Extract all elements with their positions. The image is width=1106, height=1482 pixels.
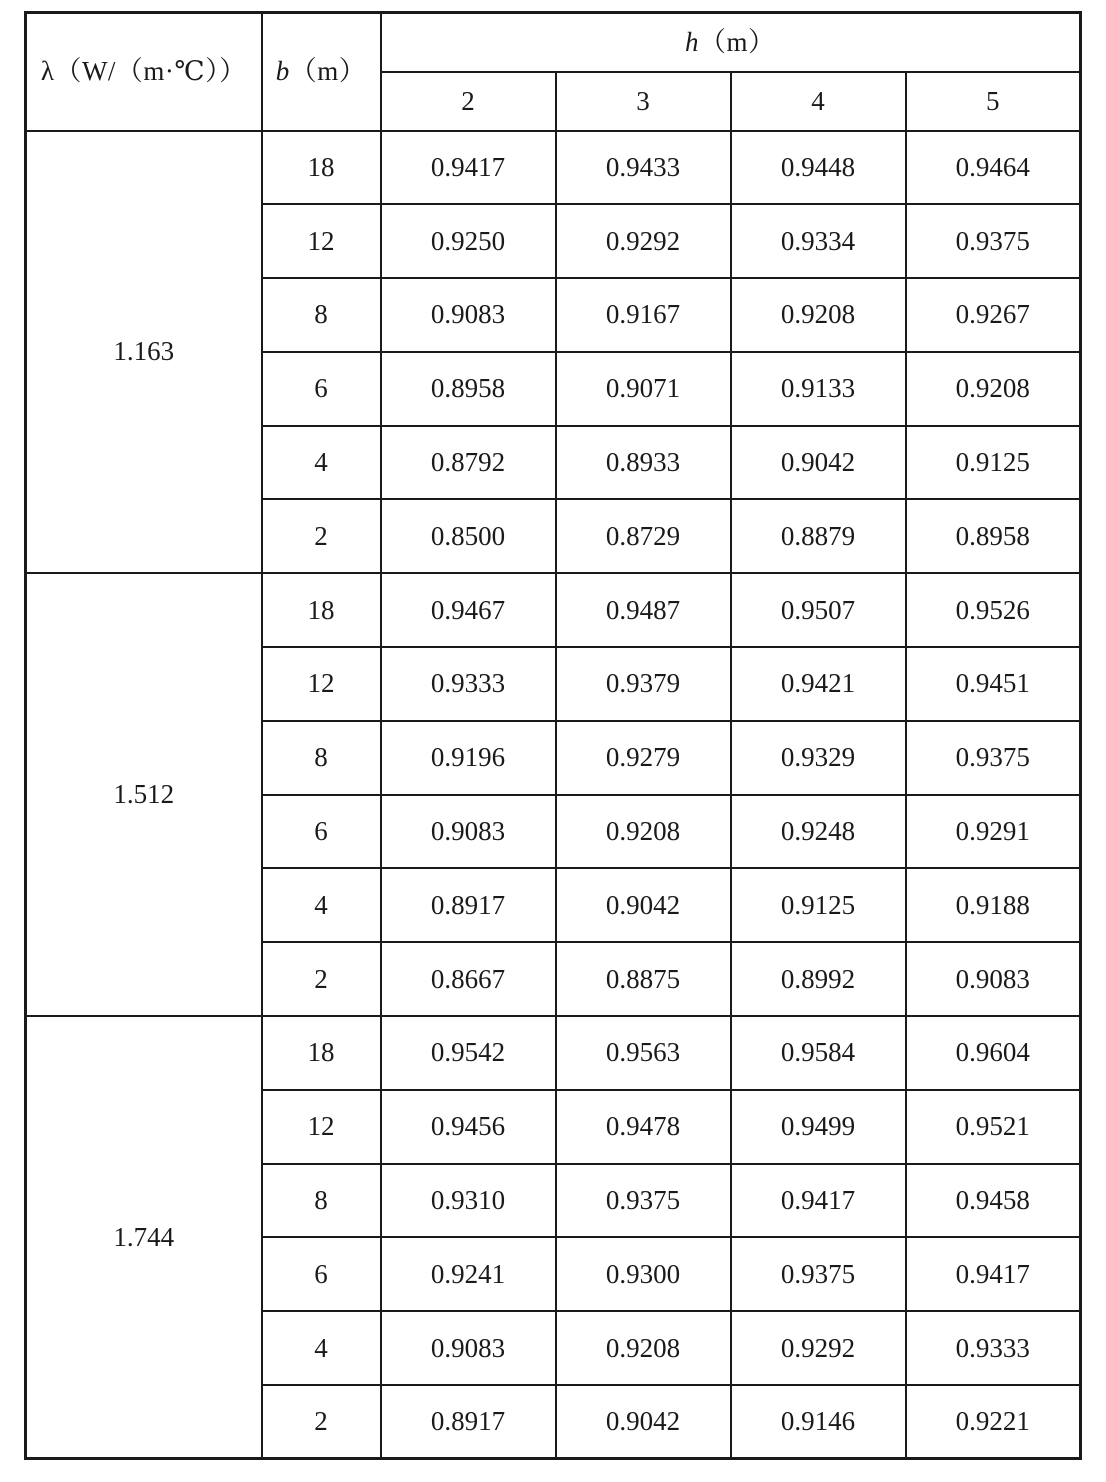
- coefficient-cell: 0.9292: [731, 1311, 906, 1385]
- b-value-cell: 12: [262, 647, 381, 721]
- coefficient-cell: 0.8729: [556, 499, 731, 573]
- b-value-cell: 18: [262, 1016, 381, 1090]
- b-value-cell: 2: [262, 1385, 381, 1459]
- b-value-cell: 18: [262, 131, 381, 205]
- coefficient-cell: 0.9433: [556, 131, 731, 205]
- coefficient-cell: 0.9333: [906, 1311, 1081, 1385]
- coefficient-cell: 0.8875: [556, 942, 731, 1016]
- h-header: [381, 13, 1081, 72]
- b-value-cell: 8: [262, 278, 381, 352]
- coefficient-cell: 0.9464: [906, 131, 1081, 205]
- coefficient-cell: 0.9329: [731, 721, 906, 795]
- coefficient-cell: 0.9208: [906, 352, 1081, 426]
- coefficient-cell: 0.9208: [731, 278, 906, 352]
- table-row: [26, 573, 1081, 647]
- h-value-header: 3: [556, 72, 731, 131]
- coefficient-cell: 0.9042: [556, 1385, 731, 1459]
- coefficient-cell: 0.9300: [556, 1237, 731, 1311]
- coefficient-cell: 0.9248: [731, 795, 906, 869]
- b-unit: （m）: [289, 56, 367, 87]
- coefficient-cell: 0.9417: [731, 1164, 906, 1238]
- coefficient-cell: 0.8500: [381, 499, 556, 573]
- b-value-cell: 6: [262, 352, 381, 426]
- coefficient-cell: 0.9542: [381, 1016, 556, 1090]
- coefficient-cell: 0.9125: [731, 868, 906, 942]
- b-value-cell: 2: [262, 499, 381, 573]
- b-value-cell: 4: [262, 1311, 381, 1385]
- coefficient-cell: 0.9451: [906, 647, 1081, 721]
- coefficient-cell: 0.9208: [556, 795, 731, 869]
- h-unit: （m）: [699, 26, 776, 57]
- b-value-cell: 12: [262, 204, 381, 278]
- coefficient-cell: 0.9279: [556, 721, 731, 795]
- coefficient-cell: 0.9478: [556, 1090, 731, 1164]
- coefficient-cell: 0.8792: [381, 426, 556, 500]
- coefficient-cell: 0.9417: [906, 1237, 1081, 1311]
- coefficient-cell: 0.9291: [906, 795, 1081, 869]
- coefficient-cell: 0.9526: [906, 573, 1081, 647]
- coefficient-cell: 0.9487: [556, 573, 731, 647]
- coefficient-cell: 0.9250: [381, 204, 556, 278]
- coefficient-cell: 0.9375: [731, 1237, 906, 1311]
- h-value-header: 4: [731, 72, 906, 131]
- coefficient-cell: 0.8917: [381, 1385, 556, 1459]
- coefficient-cell: 0.9146: [731, 1385, 906, 1459]
- coefficient-cell: 0.9375: [906, 204, 1081, 278]
- coefficient-cell: 0.9042: [731, 426, 906, 500]
- b-value-cell: 2: [262, 942, 381, 1016]
- coefficient-cell: 0.9221: [906, 1385, 1081, 1459]
- coefficient-cell: 0.9375: [556, 1164, 731, 1238]
- coefficient-cell: 0.8958: [906, 499, 1081, 573]
- table-body: [26, 131, 1081, 1459]
- coefficient-table: [24, 11, 1082, 1460]
- b-value-cell: 8: [262, 721, 381, 795]
- coefficient-cell: 0.9071: [556, 352, 731, 426]
- coefficient-cell: 0.9563: [556, 1016, 731, 1090]
- coefficient-cell: 0.9267: [906, 278, 1081, 352]
- coefficient-cell: 0.9083: [381, 795, 556, 869]
- coefficient-cell: 0.9458: [906, 1164, 1081, 1238]
- coefficient-cell: 0.9083: [906, 942, 1081, 1016]
- coefficient-cell: 0.9125: [906, 426, 1081, 500]
- coefficient-cell: 0.9417: [381, 131, 556, 205]
- coefficient-cell: 0.9292: [556, 204, 731, 278]
- b-variable: b: [275, 56, 290, 87]
- lambda-value-cell: 1.744: [26, 1016, 262, 1459]
- lambda-value-cell: 1.512: [26, 573, 262, 1016]
- coefficient-cell: 0.9083: [381, 278, 556, 352]
- b-value-cell: 12: [262, 1090, 381, 1164]
- b-value-cell: 8: [262, 1164, 381, 1238]
- coefficient-cell: 0.9507: [731, 573, 906, 647]
- b-value-cell: 18: [262, 573, 381, 647]
- b-header: [262, 13, 381, 131]
- coefficient-cell: 0.8667: [381, 942, 556, 1016]
- coefficient-cell: 0.9379: [556, 647, 731, 721]
- coefficient-cell: 0.8917: [381, 868, 556, 942]
- table-row: [26, 131, 1081, 205]
- coefficient-cell: 0.9521: [906, 1090, 1081, 1164]
- b-value-cell: 4: [262, 426, 381, 500]
- coefficient-cell: 0.9456: [381, 1090, 556, 1164]
- h-value-header: 5: [906, 72, 1081, 131]
- coefficient-cell: 0.9604: [906, 1016, 1081, 1090]
- h-value-header: 2: [381, 72, 556, 131]
- coefficient-cell: 0.9421: [731, 647, 906, 721]
- lambda-header: λ（W/（m·℃））: [26, 13, 262, 131]
- coefficient-cell: 0.9042: [556, 868, 731, 942]
- coefficient-cell: 0.9208: [556, 1311, 731, 1385]
- coefficient-cell: 0.9188: [906, 868, 1081, 942]
- b-value-cell: 6: [262, 795, 381, 869]
- coefficient-cell: 0.9133: [731, 352, 906, 426]
- coefficient-cell: 0.9584: [731, 1016, 906, 1090]
- coefficient-cell: 0.8879: [731, 499, 906, 573]
- coefficient-cell: 0.9196: [381, 721, 556, 795]
- coefficient-cell: 0.9241: [381, 1237, 556, 1311]
- coefficient-cell: 0.9334: [731, 204, 906, 278]
- coefficient-cell: 0.9467: [381, 573, 556, 647]
- coefficient-cell: 0.9499: [731, 1090, 906, 1164]
- coefficient-cell: 0.9167: [556, 278, 731, 352]
- coefficient-cell: 0.9083: [381, 1311, 556, 1385]
- coefficient-cell: 0.9375: [906, 721, 1081, 795]
- b-value-cell: 4: [262, 868, 381, 942]
- lambda-value-cell: 1.163: [26, 131, 262, 574]
- coefficient-cell: 0.8992: [731, 942, 906, 1016]
- coefficient-cell: 0.8958: [381, 352, 556, 426]
- b-value-cell: 6: [262, 1237, 381, 1311]
- coefficient-cell: 0.9310: [381, 1164, 556, 1238]
- coefficient-cell: 0.9333: [381, 647, 556, 721]
- h-variable: h: [685, 26, 699, 57]
- coefficient-cell: 0.9448: [731, 131, 906, 205]
- table-row: [26, 1016, 1081, 1090]
- coefficient-cell: 0.8933: [556, 426, 731, 500]
